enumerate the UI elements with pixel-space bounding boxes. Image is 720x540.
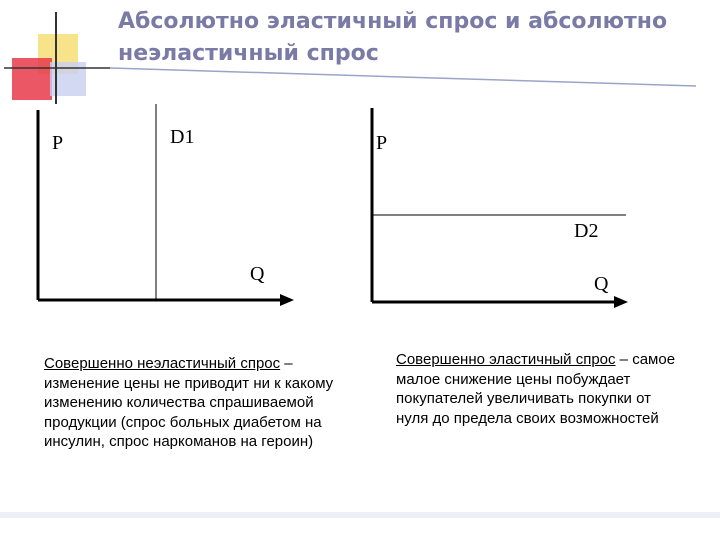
title-underline xyxy=(110,68,696,86)
left-caption-text: – изменение цены не приводит ни к какому изменению количества спрашиваемой продукции (спрос больных диабетом на инсулин, спрос наркоманов на героин) xyxy=(44,355,334,450)
left-caption xyxy=(44,354,344,452)
title-line-2: неэластичный спрос xyxy=(118,41,379,66)
slide-title xyxy=(118,6,708,70)
right-caption-text: – самое малое снижение цены побуждает покупателей увеличивать покупки от нуля до предела своих возможностей xyxy=(396,351,676,427)
bottom-band xyxy=(0,512,720,518)
right-caption-term: Совершенно эластичный спрос xyxy=(396,351,616,368)
right-caption xyxy=(396,350,686,428)
right-price-label: P xyxy=(376,132,388,154)
left-caption-term: Совершенно неэластичный спрос xyxy=(44,355,281,372)
right-quantity-arrow xyxy=(614,296,628,308)
left-price-label: P xyxy=(52,132,64,154)
left-quantity-arrow xyxy=(280,294,294,306)
title-line-1: Абсолютно эластичный спрос и абсолютно xyxy=(118,9,668,34)
red-square-decoration xyxy=(12,58,52,100)
right-quantity-label: Q xyxy=(594,273,609,295)
left-quantity-label: Q xyxy=(250,263,265,285)
left-demand-label: D1 xyxy=(170,126,195,148)
right-demand-label: D2 xyxy=(574,220,599,242)
